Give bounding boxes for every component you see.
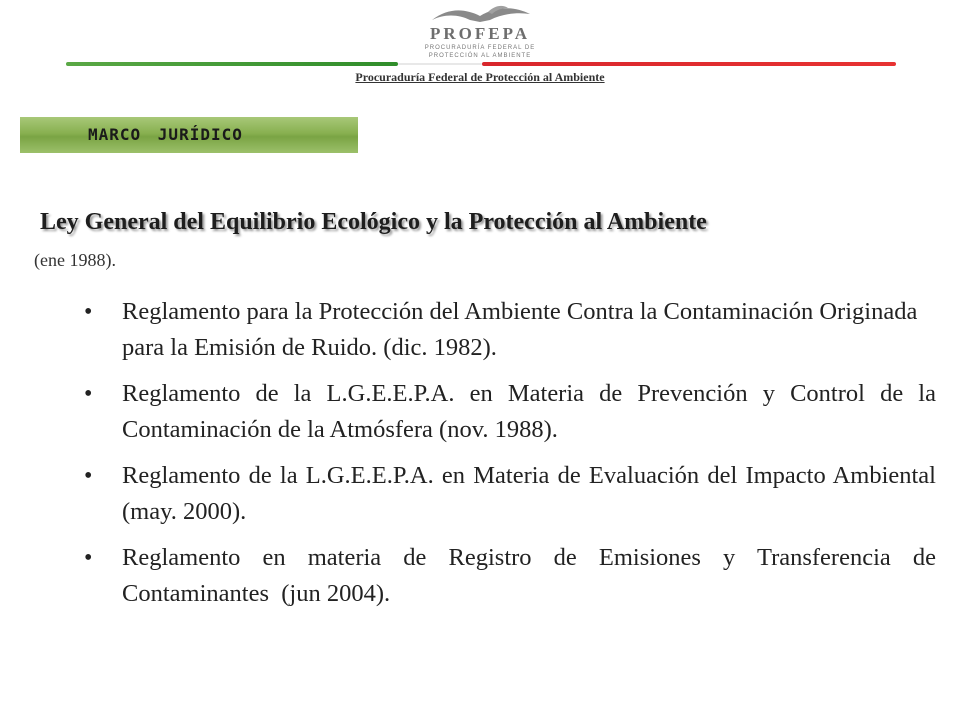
list-item	[80, 376, 960, 448]
flag-stripe-red	[482, 62, 896, 66]
list-item-text: Reglamento en materia de Registro de Emisiones y Transferencia de Contaminantes (jun 2004).	[122, 544, 943, 607]
logo-name: PROFEPA	[429, 24, 530, 43]
bullet-icon: •	[84, 463, 93, 489]
list-item-text: Reglamento para la Protección del Ambiente Contra la Contaminación Originada para la Emisión de Ruido. (dic. 1982).	[122, 298, 918, 361]
list-item	[80, 540, 943, 612]
profepa-logo	[418, 4, 542, 62]
regulation-list	[80, 294, 960, 622]
bullet-icon: •	[84, 381, 93, 407]
flag-stripe-green	[66, 62, 398, 66]
flag-stripe-white	[398, 63, 482, 65]
list-item-text: Reglamento de la L.G.E.E.P.A. en Materia de Prevención y Control de la Contaminación de la Atmósfera (nov. 1988).	[122, 380, 960, 443]
eagle-emblem-icon	[418, 4, 542, 26]
list-item-text: Reglamento de la L.G.E.E.P.A. en Materia de Evaluación del Impacto Ambiental (may. 2000).	[122, 462, 949, 525]
agency-name: Procuraduría Federal de Protección al Ambiente	[355, 70, 605, 84]
law-title: Ley General del Equilibrio Ecológico y la Protección al Ambiente	[40, 209, 707, 235]
list-item	[80, 294, 936, 366]
bullet-icon: •	[84, 299, 93, 325]
logo-subtitle: PROCURADURÍA FEDERAL DE PROTECCIÓN AL AMBIENTE	[424, 45, 536, 59]
section-tag: MARCO JURÍDICO	[20, 117, 358, 153]
bullet-icon: •	[84, 545, 93, 571]
list-item	[80, 458, 949, 530]
law-date: (ene 1988).	[34, 250, 116, 270]
